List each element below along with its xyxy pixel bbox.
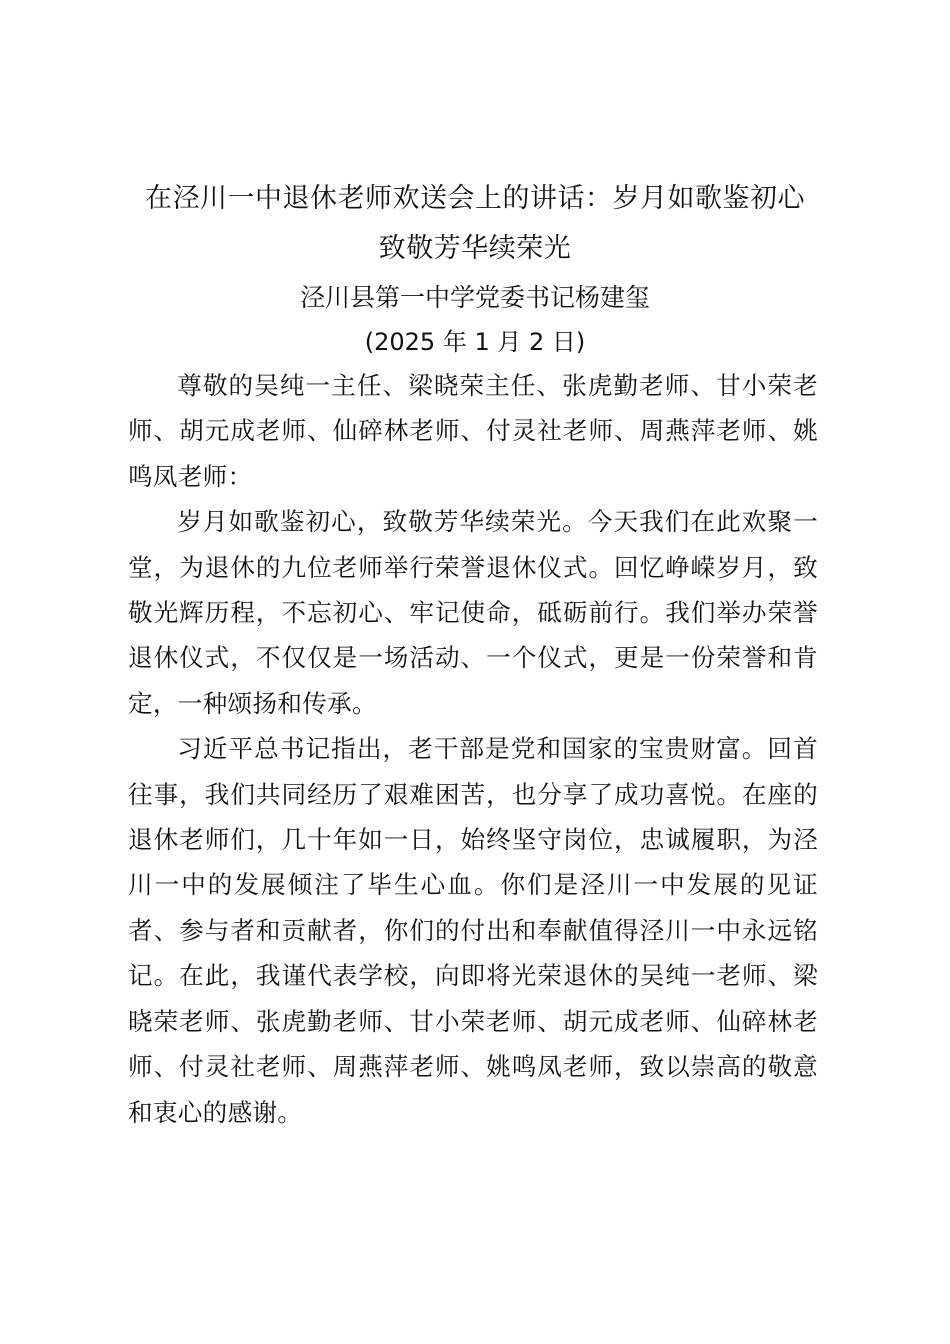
document-author: 泾川县第一中学党委书记杨建玺: [299, 283, 650, 312]
document-title-line-1: 在泾川一中退休老师欢送会上的讲话：岁月如歌鉴初心: [145, 183, 805, 214]
paragraph-opening: 岁月如歌鉴初心，致敬芳华续荣光。今天我们在此欢聚一堂，为退休的九位老师举行荣誉退休仪式。回忆峥嵘岁月，致敬光辉历程，不忘初心、牢记使命，砥砺前行。我们举办荣誉退休仪式，不仅仅是一场活动、一个仪式，更是一份荣誉和肯定，一种颂扬和传承。: [128, 507, 818, 718]
document-body: [128, 363, 818, 1135]
paragraph-tribute: 习近平总书记指出，老干部是党和国家的宝贵财富。回首往事，我们共同经历了艰难困苦，也分享了成功喜悦。在座的退休老师们，几十年如一日，始终坚守岗位，忠诚履职，为泾川一中的发展倾注了毕生心血。你们是泾川一中发展的见证者、参与者和贡献者，你们的付出和奉献值得泾川一中永远铭记。在此，我谨代表学校，向即将光荣退休的吴纯一老师、梁晓荣老师、张虎勤老师、甘小荣老师、胡元成老师、仙碎林老师、付灵社老师、周燕萍老师、姚鸣凤老师，致以崇高的敬意和衷心的感谢。: [128, 734, 818, 1127]
document-date: (2025 年 1 月 2 日): [364, 328, 586, 356]
paragraph-salutation: 尊敬的吴纯一主任、梁晓荣主任、张虎勤老师、甘小荣老师、胡元成老师、仙碎林老师、付灵社老师、周燕萍老师、姚鸣凤老师：: [128, 371, 818, 491]
document-title-line-2: 致敬芳华续荣光: [378, 233, 572, 264]
